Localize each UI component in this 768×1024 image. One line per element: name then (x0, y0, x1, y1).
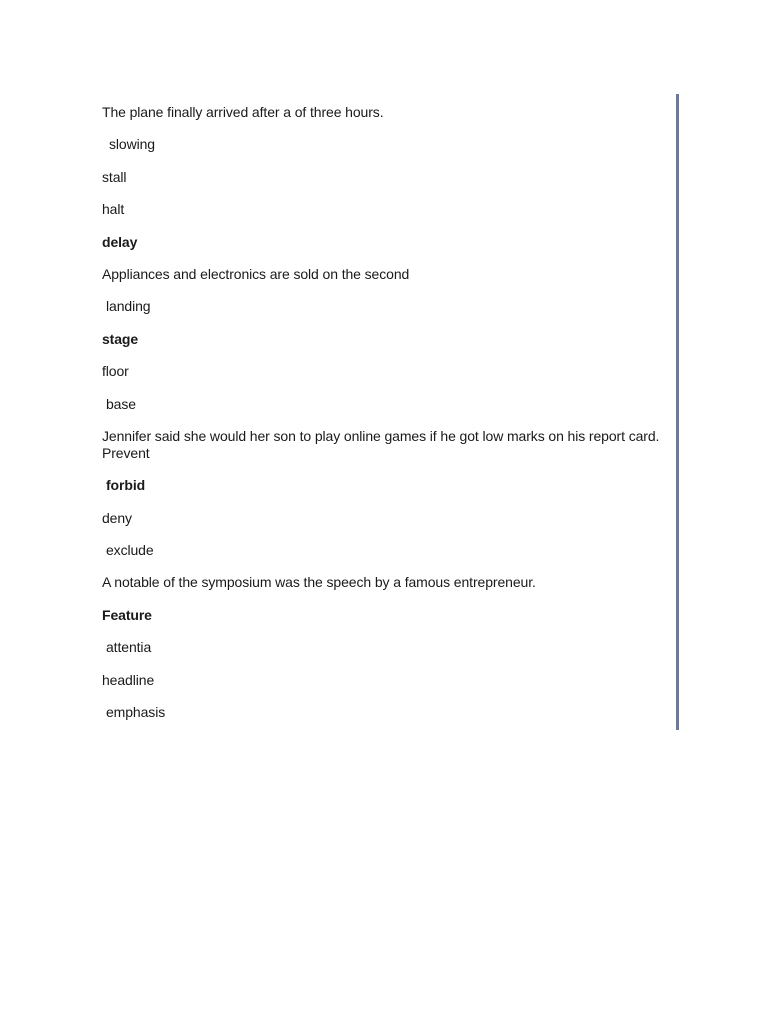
question-1-option-d: delay (102, 233, 138, 250)
question-2-option-b: stage (102, 330, 139, 347)
question-1-text: The plane finally arrived after a of three hours. (102, 104, 384, 120)
question-3-option-d: exclude (106, 542, 154, 559)
document-body (102, 104, 682, 736)
question-1-option-a: slowing (109, 136, 155, 153)
question-2-text: Appliances and electronics are sold on the second (102, 265, 410, 282)
question-3-option-b: forbid (106, 477, 146, 494)
question-1-option-c: halt (102, 201, 125, 218)
question-1-option-b: stall (102, 168, 127, 185)
question-4-option-c: headline (102, 671, 155, 688)
question-4-option-a: Feature (102, 606, 152, 623)
question-2-option-c: floor (102, 363, 129, 380)
question-4-text: A notable of the symposium was the speech by a famous entrepreneur. (102, 574, 536, 591)
question-2-option-d: base (106, 395, 136, 412)
question-3-text: Jennifer said she would her son to play online games if he got low marks on his report card. Prevent (102, 427, 660, 461)
question-4-option-d: emphasis (106, 704, 166, 721)
question-2-option-a: landing (106, 298, 151, 315)
question-3-option-c: deny (102, 509, 132, 526)
question-4-option-b: attentia (106, 639, 152, 656)
